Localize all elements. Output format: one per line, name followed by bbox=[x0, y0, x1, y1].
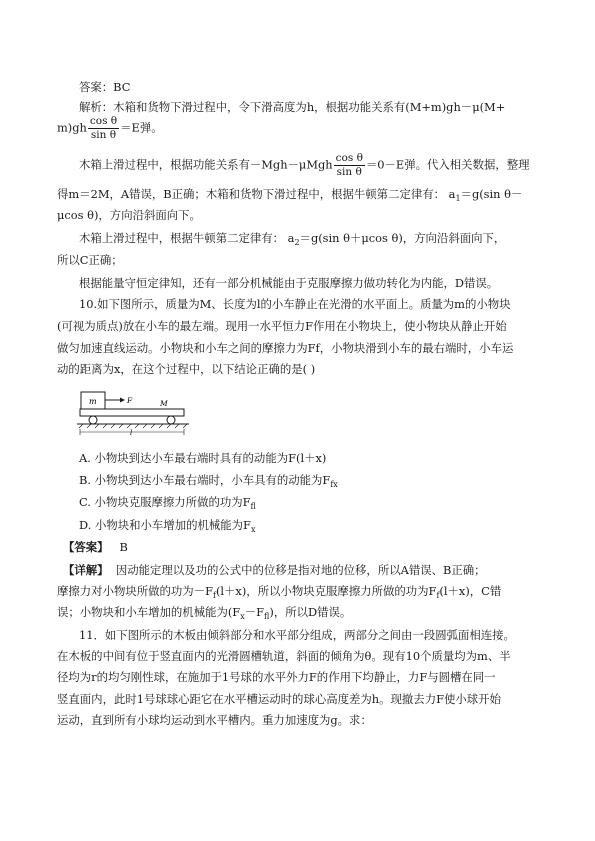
analysis-line-8: 根据能量守恒定律知，还有一部分机械能由于克服摩擦力做功转化为内能，D错误。 bbox=[79, 276, 499, 290]
q11-line-3: 径均为r的均匀刚性球，在施加于1号球的水平外力F的作用下均静止，力F与圆槽在同一 bbox=[57, 670, 496, 684]
fraction-cos-sin-2: $\frac{\text{cos θ}}{\text{sin θ}}$ bbox=[335, 152, 363, 178]
wheel-left bbox=[89, 416, 97, 424]
analysis-line-2: m)gh $\frac{\text{cos θ}}{\text{sin θ}}$ ＝E弹。 bbox=[57, 115, 163, 141]
q10-line-4: 动的距离为x，在这个过程中，以下结论正确的是( ) bbox=[57, 362, 316, 376]
q11-line-1: 11．如下图所示的木板由倾斜部分和水平部分组成，两部分之间由一段圆弧面相连接。 bbox=[79, 628, 515, 642]
force-arrowhead bbox=[120, 398, 125, 403]
q10-detail-line-1: 【详解】 因动能定理以及功的公式中的位移是指对地的位移，所以A错误、B正确； bbox=[63, 563, 486, 577]
q10-option-d: D. 小物块和小车增加的机械能为$F_x$ bbox=[79, 518, 256, 534]
analysis-line-4: 得m＝2M，A错误，B正确；木箱和货物下滑过程中，根据牛顿第二定律有： $a_1=g(\sin$ θ－ bbox=[57, 187, 523, 203]
q11-line-5: 运动，直到所有小球均运动到水平槽内。重力加速度为g。求： bbox=[57, 713, 372, 727]
q10-line-2: (可视为质点)放在小车的最左端。现用一水平恒力F作用在小物块上，使小物块从静止开始 bbox=[57, 319, 507, 333]
analysis-line-3: 木箱上滑过程中，根据功能关系有－Mgh－μMgh $\frac{\text{cos θ}}{\text{sin θ}}$ ＝0－E弹。代入相关数据，整理 bbox=[79, 152, 530, 178]
wheel-right bbox=[167, 416, 175, 424]
q10-answer: 【答案】 B bbox=[63, 540, 128, 554]
q11-line-2: 在木板的中间有位于竖直面内的光滑圆槽轨道，斜面的倾角为θ。现有10个质量均为m、半 bbox=[57, 649, 511, 663]
q10-detail-line-2: 摩擦力对小物块所做的功为$-F_f(l+x)$，所以小物块克服摩擦力所做的功为$F_f(l+x)$，C错 bbox=[57, 584, 502, 600]
label-F: F bbox=[127, 396, 133, 405]
q10-option-c: C. 小物块克服摩擦力所做的功为$F_{fl}$ bbox=[79, 495, 256, 511]
answer-line: 答案：BC bbox=[79, 80, 131, 94]
fraction-cos-sin: $\frac{\text{cos θ}}{\text{sin θ}}$ bbox=[89, 115, 118, 141]
q10-detail-line-3: 误；小物块和小车增加的机械能为$(F_x-F_{fl})$，所以D错误。 bbox=[57, 605, 352, 621]
q10-line-3: 做匀加速直线运动。小物块和小车之间的摩擦力为Ff，小物块滑到小车的最右端时，小车运 bbox=[57, 341, 514, 355]
q10-option-a: A. 小物块到达小车最右端时具有的动能为F(l＋x) bbox=[79, 451, 327, 465]
cart-block-figure bbox=[77, 386, 195, 436]
cart-body bbox=[80, 409, 184, 416]
analysis-line-1: 解析：木箱和货物下滑过程中，令下滑高度为h，根据功能关系有(M+m)gh－μ(M+ bbox=[79, 100, 506, 114]
q11-line-4: 竖直面内，此时1号球球心距它在水平槽运动时的球心高度差为h。现撤去力F使小球开始 bbox=[57, 692, 501, 706]
analysis-line-7: 所以C正确； bbox=[57, 253, 123, 267]
analysis-line-6: 木箱上滑过程中，根据牛顿第二定律有： $a_2=g(\sin$ θ＋μcos θ)，方向沿斜面向下， bbox=[79, 231, 506, 247]
q10-line-1: 10.如下图所示，质量为M、长度为l的小车静止在光滑的水平面上。质量为m的小物块 bbox=[79, 297, 511, 311]
q10-option-b: B. 小物块到达小车最右端时，小车具有的动能为$F_{fx}$ bbox=[79, 473, 338, 489]
label-m: m bbox=[89, 397, 97, 406]
ground-hatch bbox=[77, 424, 189, 428]
label-l: l bbox=[130, 429, 133, 436]
analysis-line-5: μcos θ)，方向沿斜面向下。 bbox=[57, 208, 201, 222]
label-M: M bbox=[160, 399, 168, 408]
